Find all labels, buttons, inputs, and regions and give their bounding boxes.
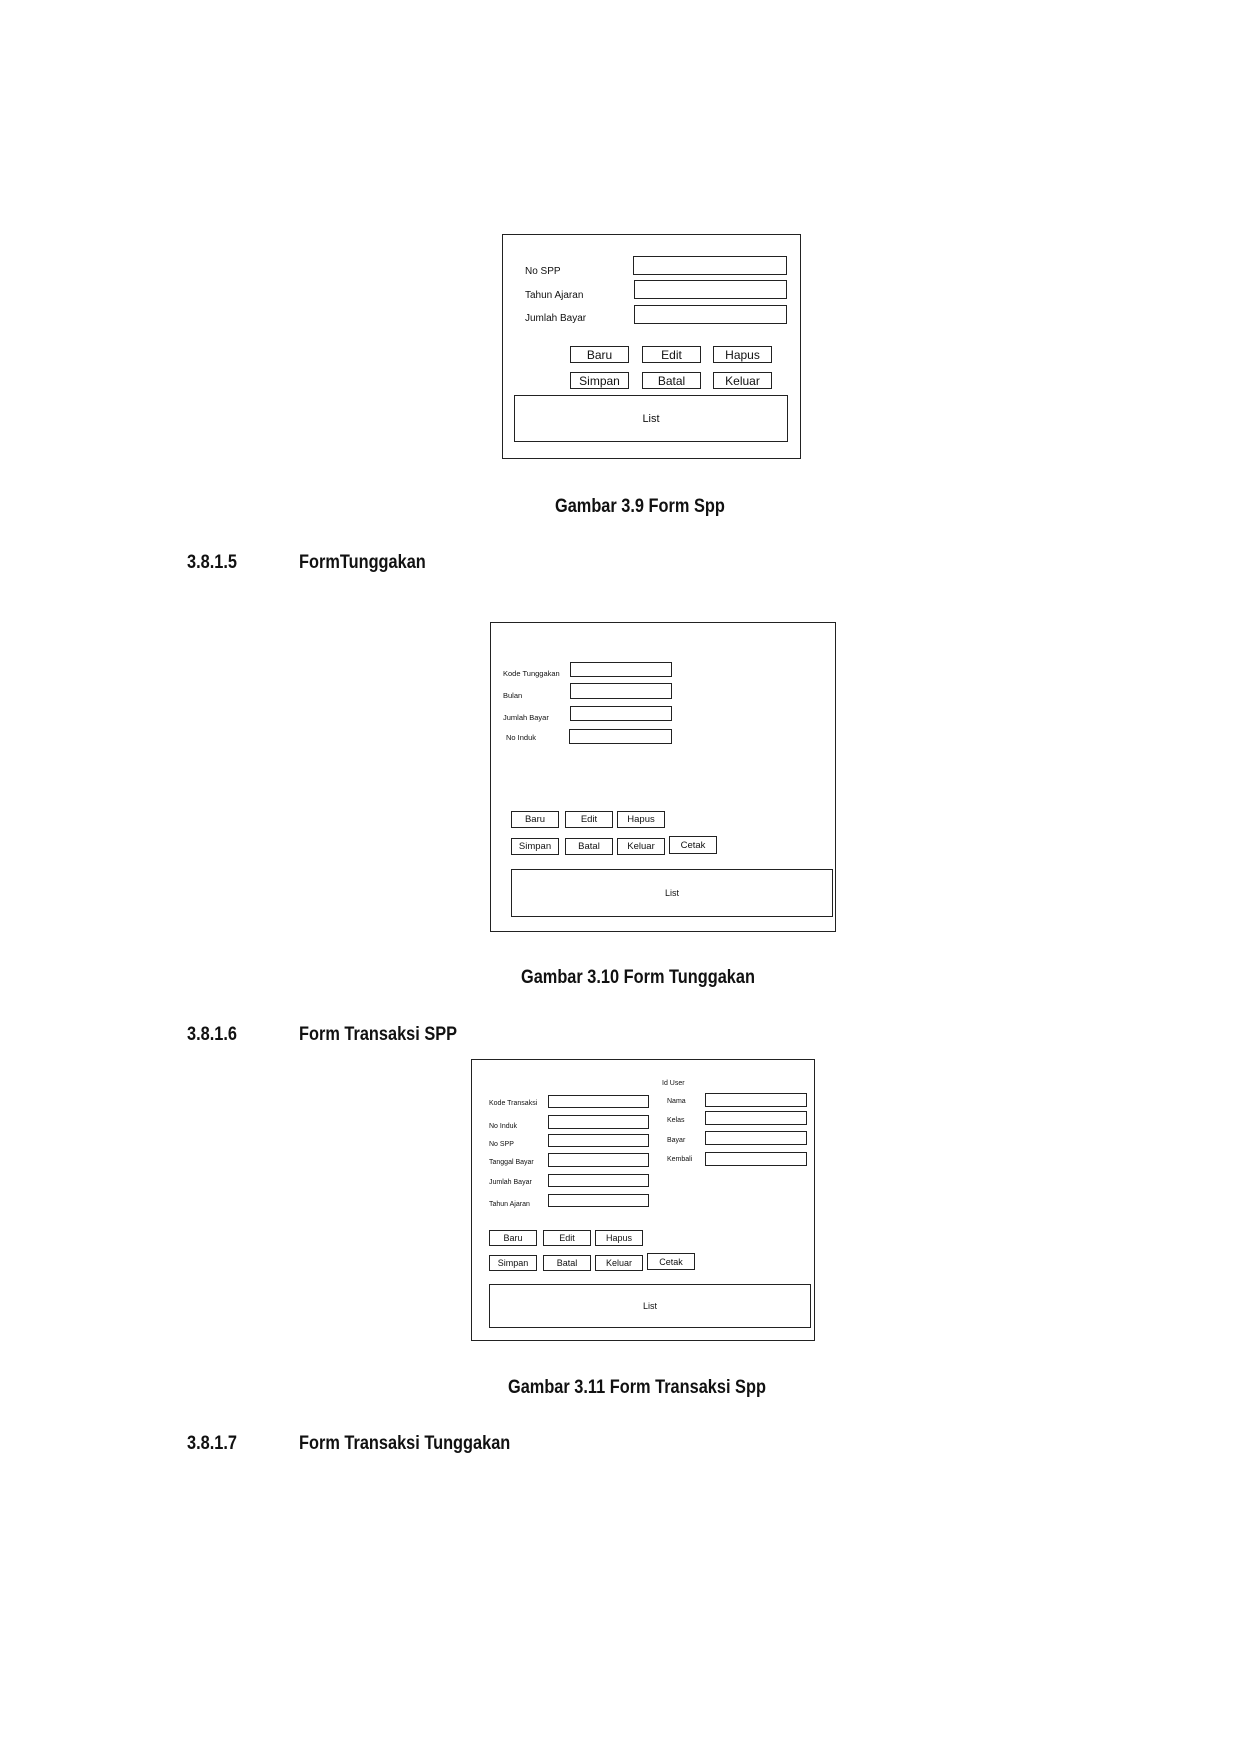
kode-tunggakan-input[interactable] xyxy=(570,662,672,677)
label-no-induk: No Induk xyxy=(506,733,537,742)
keluar-button[interactable]: Keluar xyxy=(595,1255,643,1271)
figure-caption: Gambar 3.9 Form Spp xyxy=(555,496,725,517)
bulan-input[interactable] xyxy=(570,683,672,699)
jumlah-bayar-input[interactable] xyxy=(634,305,787,324)
label-kelas: Kelas xyxy=(667,1117,685,1124)
form-spp-mockup xyxy=(502,234,801,459)
kelas-input[interactable] xyxy=(705,1111,807,1125)
tahun-ajaran-input[interactable] xyxy=(634,280,787,299)
label-kode-transaksi: Kode Transaksi xyxy=(489,1100,538,1107)
label-kode-tunggakan: Kode Tunggakan xyxy=(503,669,560,678)
section-title: Form Transaksi SPP xyxy=(299,1024,458,1045)
section-title: FormTunggakan xyxy=(299,552,426,573)
edit-button[interactable]: Edit xyxy=(642,346,701,363)
label-bayar: Bayar xyxy=(667,1137,686,1144)
edit-button[interactable]: Edit xyxy=(543,1230,591,1246)
label-bulan: Bulan xyxy=(503,691,523,700)
label-jumlah-bayar: Jumlah Bayar xyxy=(503,713,549,722)
label-tahun-ajaran: Tahun Ajaran xyxy=(489,1201,530,1208)
keluar-button[interactable]: Keluar xyxy=(713,372,772,389)
label-jumlah-bayar: Jumlah Bayar xyxy=(525,313,587,324)
section-title: Form Transaksi Tunggakan xyxy=(299,1433,511,1454)
kembali-input[interactable] xyxy=(705,1152,807,1166)
list-panel[interactable]: List xyxy=(514,395,788,442)
keluar-button[interactable]: Keluar xyxy=(617,838,665,855)
hapus-button[interactable]: Hapus xyxy=(595,1230,643,1246)
no-spp-input[interactable] xyxy=(548,1134,649,1147)
jumlah-bayar-input[interactable] xyxy=(570,706,672,721)
batal-button[interactable]: Batal xyxy=(543,1255,591,1271)
hapus-button[interactable]: Hapus xyxy=(713,346,772,363)
nama-input[interactable] xyxy=(705,1093,807,1107)
jumlah-bayar-input[interactable] xyxy=(548,1174,649,1187)
baru-button[interactable]: Baru xyxy=(570,346,629,363)
simpan-button[interactable]: Simpan xyxy=(570,372,629,389)
label-no-spp: No SPP xyxy=(489,1141,514,1148)
batal-button[interactable]: Batal xyxy=(642,372,701,389)
label-no-spp: No SPP xyxy=(525,266,561,277)
cetak-button[interactable]: Cetak xyxy=(647,1253,695,1270)
simpan-button[interactable]: Simpan xyxy=(489,1255,537,1271)
baru-button[interactable]: Baru xyxy=(489,1230,537,1246)
section-number: 3.8.1.7 xyxy=(187,1433,237,1454)
section-number: 3.8.1.5 xyxy=(187,552,237,573)
bayar-input[interactable] xyxy=(705,1131,807,1145)
label-no-induk: No Induk xyxy=(489,1123,518,1130)
simpan-button[interactable]: Simpan xyxy=(511,838,559,855)
section-number: 3.8.1.6 xyxy=(187,1024,237,1045)
list-panel[interactable]: List xyxy=(489,1284,811,1328)
cetak-button[interactable]: Cetak xyxy=(669,836,717,854)
figure-caption: Gambar 3.10 Form Tunggakan xyxy=(521,967,755,988)
no-spp-input[interactable] xyxy=(633,256,787,275)
batal-button[interactable]: Batal xyxy=(565,838,613,855)
label-id-user: Id User xyxy=(662,1080,685,1087)
label-jumlah-bayar: Jumlah Bayar xyxy=(489,1179,532,1186)
form-transaksi-spp-mockup xyxy=(471,1059,815,1341)
figure-caption: Gambar 3.11 Form Transaksi Spp xyxy=(508,1377,766,1398)
hapus-button[interactable]: Hapus xyxy=(617,811,665,828)
label-nama: Nama xyxy=(667,1098,686,1105)
edit-button[interactable]: Edit xyxy=(565,811,613,828)
no-induk-input[interactable] xyxy=(569,729,672,744)
tahun-ajaran-input[interactable] xyxy=(548,1194,649,1207)
no-induk-input[interactable] xyxy=(548,1115,649,1129)
kode-transaksi-input[interactable] xyxy=(548,1095,649,1108)
label-tahun-ajaran: Tahun Ajaran xyxy=(525,290,584,301)
form-tunggakan-mockup xyxy=(490,622,836,932)
label-kembali: Kembali xyxy=(667,1156,693,1163)
list-panel[interactable]: List xyxy=(511,869,833,917)
tanggal-bayar-input[interactable] xyxy=(548,1153,649,1167)
label-tanggal-bayar: Tanggal Bayar xyxy=(489,1159,534,1166)
baru-button[interactable]: Baru xyxy=(511,811,559,828)
